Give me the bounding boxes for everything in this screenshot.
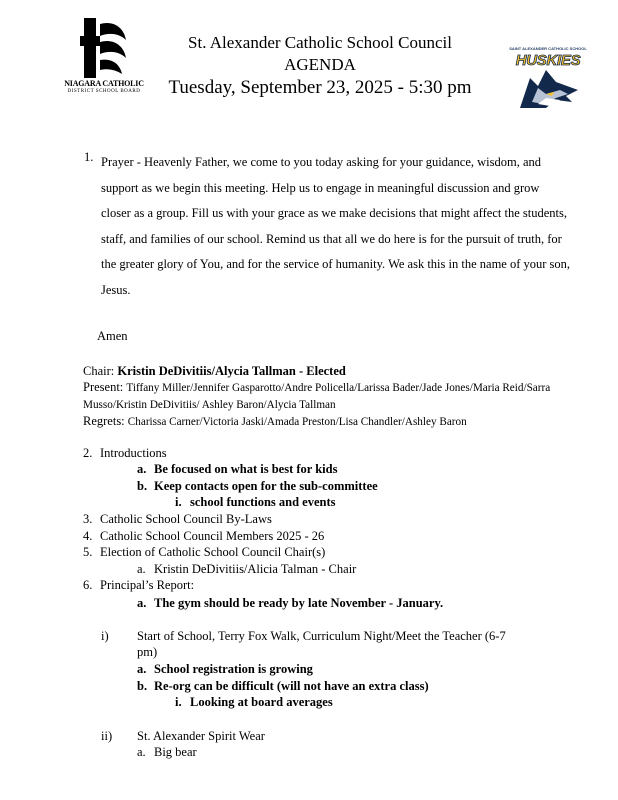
agenda-item-members: Catholic School Council Members 2025 - 26	[100, 529, 325, 543]
agenda-subitem-registration: School registration is growing	[154, 662, 313, 676]
agenda-item-election: Election of Catholic School Council Chair(s)	[100, 545, 326, 559]
chair-value: Kristin DeDivitiis/Alycia Tallman - Elected	[117, 364, 346, 378]
council-title: St. Alexander Catholic School Council	[188, 33, 452, 52]
agenda-subitem-reorg: Re-org can be difficult (will not have an extra class)	[154, 679, 429, 693]
mascot-school-name: SAINT ALEXANDER CATHOLIC SCHOOL	[509, 46, 587, 51]
agenda-subitem-big-bear: Big bear	[154, 745, 197, 759]
agenda-subitem-chair-elected: Kristin DeDivitiis/Alicia Talman - Chair	[154, 562, 357, 576]
agenda-title: AGENDA	[284, 55, 356, 74]
item-letter: a.	[137, 662, 147, 676]
agenda-subitem-gym: The gym should be ready by late November - January.	[154, 596, 444, 610]
agenda-item-bylaws: Catholic School Council By-Laws	[100, 512, 272, 526]
mascot-name: HUSKIES	[515, 52, 581, 69]
present-line	[83, 379, 553, 413]
attendance-block	[83, 363, 553, 430]
huskies-logo	[508, 46, 588, 108]
board-subname: DISTRICT SCHOOL BOARD	[67, 89, 141, 94]
agenda-subitem-board-averages: Looking at board averages	[190, 695, 333, 709]
item-roman: i.	[175, 495, 182, 509]
present-value: Tiffany Miller/Jennifer Gasparotto/Andre Policella/Larissa Bader/Jade Jones/Maria Reid/Sarra Musso/Kristin DeDivitiis/ Ashley Baron/Alycia Tallman	[83, 382, 551, 411]
item-roman: i)	[101, 629, 109, 643]
item-letter: b.	[137, 679, 148, 693]
page-title	[150, 32, 490, 100]
present-label: Present:	[83, 380, 124, 394]
item-number: 3.	[83, 512, 93, 526]
agenda-item-principal-report: Principal’s Report:	[100, 578, 195, 592]
agenda-subitem-school-functions: school functions and events	[190, 495, 336, 509]
item-letter: b.	[137, 479, 148, 493]
agenda-subitem-spirit-wear: St. Alexander Spirit Wear	[137, 729, 265, 743]
board-name: NIAGARA CATHOLIC	[64, 79, 144, 88]
prayer-amen: Amen	[97, 329, 128, 343]
agenda-subitem-focus-kids: Be focused on what is best for kids	[154, 462, 338, 476]
item-roman: i.	[175, 695, 182, 709]
item-roman: ii)	[101, 729, 113, 743]
regrets-line	[83, 413, 553, 430]
chair-label: Chair:	[83, 364, 115, 378]
regrets-value: Charissa Carner/Victoria Jaski/Amada Preston/Lisa Chandler/Ashley Baron	[127, 416, 467, 428]
prayer-text: Prayer - Heavenly Father, we come to you today asking for your guidance, wisdom, and support as we begin this meeting. Help us to engage in meaningful discussion and grow closer as a group. Fill us with your grace as we make decisions that might affect the students, staff, and families of our school. Remind us that all we do here is for the pursuit of truth, for the greater glory of You, and for the service of humanity. We ask this in the name of your son, Jesus.	[101, 155, 571, 297]
meeting-date: Tuesday, September 23, 2025 - 5:30 pm	[168, 77, 472, 98]
item-number: 1.	[84, 150, 94, 164]
item-number: 6.	[83, 578, 93, 592]
item-letter: a.	[137, 462, 147, 476]
agenda-item-introductions: Introductions	[100, 446, 167, 460]
chair-line	[83, 363, 553, 379]
item-letter: a.	[137, 745, 146, 759]
item-number: 4.	[83, 529, 93, 543]
item-number: 5.	[83, 545, 93, 559]
agenda-subitem-contacts: Keep contacts open for the sub-committee	[154, 479, 378, 493]
item-number: 2.	[83, 446, 93, 460]
regrets-label: Regrets:	[83, 414, 125, 428]
item-letter: a.	[137, 596, 147, 610]
agenda-subitem-start-of-school-cont: pm)	[137, 645, 158, 659]
husky-head-icon	[516, 68, 582, 110]
cross-logo-icon	[80, 18, 128, 78]
agenda-subitem-start-of-school: Start of School, Terry Fox Walk, Curriculum Night/Meet the Teacher (6-7	[137, 629, 506, 643]
item-letter: a.	[137, 562, 146, 576]
